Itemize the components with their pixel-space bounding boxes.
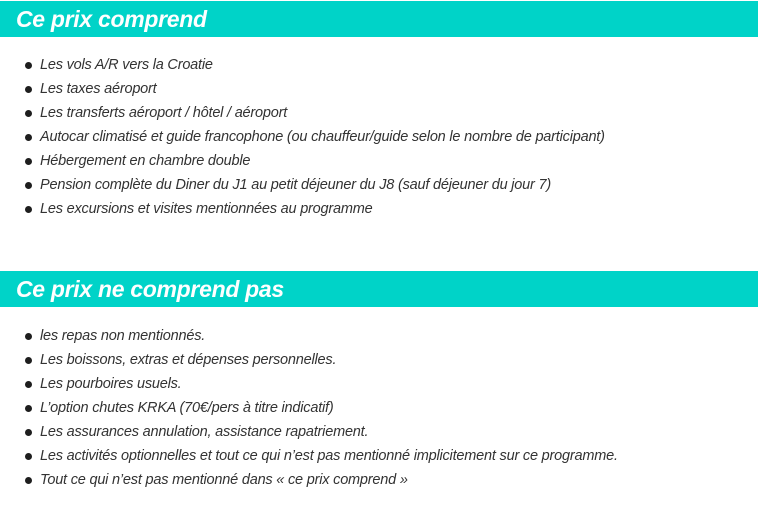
list-item-text: L’option chutes KRKA (70€/pers à titre indicatif) bbox=[40, 400, 334, 416]
list-item bbox=[0, 101, 605, 125]
list-item-text: Les excursions et visites mentionnées au programme bbox=[40, 201, 373, 217]
list-item-text: Les boissons, extras et dépenses personnelles. bbox=[40, 352, 337, 368]
list-item-text: Les transferts aéroport / hôtel / aéroport bbox=[40, 105, 288, 121]
list-item bbox=[0, 396, 618, 420]
list-item bbox=[0, 125, 605, 149]
list-item-text: Les taxes aéroport bbox=[40, 81, 157, 97]
list-item bbox=[0, 197, 605, 221]
list-item-text: Les vols A/R vers la Croatie bbox=[40, 57, 213, 73]
included-section-header bbox=[0, 1, 758, 37]
list-item-text: Tout ce qui n’est pas mentionné dans « ce prix comprend » bbox=[40, 472, 408, 488]
list-item-text: les repas non mentionnés. bbox=[40, 328, 206, 344]
list-item-text: Autocar climatisé et guide francophone (ou chauffeur/guide selon le nombre de participant) bbox=[40, 129, 605, 145]
bullet-icon bbox=[25, 134, 32, 141]
list-item-text: Hébergement en chambre double bbox=[40, 153, 251, 169]
bullet-icon bbox=[25, 158, 32, 165]
list-item-text: Les pourboires usuels. bbox=[40, 376, 182, 392]
bullet-icon bbox=[25, 62, 32, 69]
bullet-icon bbox=[25, 477, 32, 484]
list-item-text: Pension complète du Diner du J1 au petit déjeuner du J8 (sauf déjeuner du jour 7) bbox=[40, 177, 551, 193]
bullet-icon bbox=[25, 86, 32, 93]
list-item bbox=[0, 77, 605, 101]
list-item bbox=[0, 348, 618, 372]
list-item bbox=[0, 53, 605, 77]
list-item-text: Les activités optionnelles et tout ce qui n’est pas mentionné implicitement sur ce programme. bbox=[40, 448, 618, 464]
excluded-items-list bbox=[0, 324, 618, 492]
bullet-icon bbox=[25, 333, 32, 340]
bullet-icon bbox=[25, 182, 32, 189]
list-item bbox=[0, 149, 605, 173]
list-item-text: Les assurances annulation, assistance rapatriement. bbox=[40, 424, 369, 440]
excluded-section-title: Ce prix ne comprend pas bbox=[16, 275, 284, 302]
list-item bbox=[0, 372, 618, 396]
bullet-icon bbox=[25, 206, 32, 213]
included-section-title: Ce prix comprend bbox=[16, 5, 207, 32]
bullet-icon bbox=[25, 110, 32, 117]
bullet-icon bbox=[25, 429, 32, 436]
bullet-icon bbox=[25, 405, 32, 412]
list-item bbox=[0, 324, 618, 348]
list-item bbox=[0, 444, 618, 468]
excluded-section-header bbox=[0, 271, 758, 307]
list-item bbox=[0, 173, 605, 197]
bullet-icon bbox=[25, 381, 32, 388]
included-items-list bbox=[0, 53, 605, 221]
bullet-icon bbox=[25, 453, 32, 460]
list-item bbox=[0, 468, 618, 492]
list-item bbox=[0, 420, 618, 444]
bullet-icon bbox=[25, 357, 32, 364]
